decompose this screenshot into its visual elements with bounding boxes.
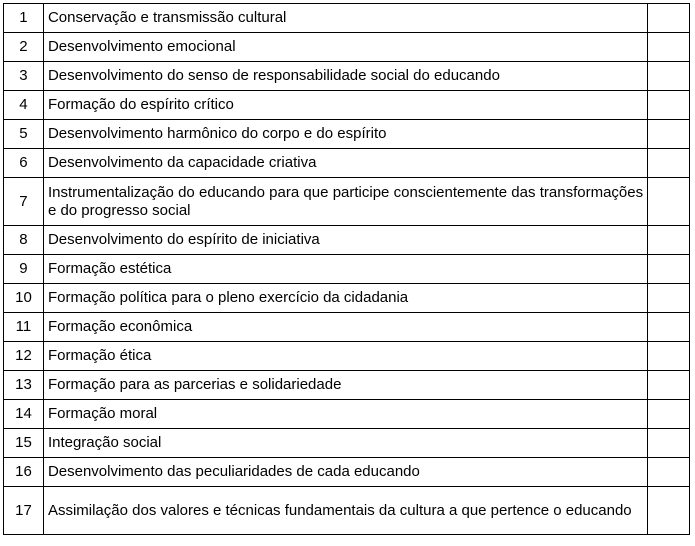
row-text: Desenvolvimento do senso de responsabilidade social do educando xyxy=(43,62,647,91)
row-text: Desenvolvimento harmônico do corpo e do espírito xyxy=(43,120,647,149)
row-number: 10 xyxy=(4,284,44,313)
table-row xyxy=(4,91,690,120)
row-text: Desenvolvimento da capacidade criativa xyxy=(43,149,647,178)
table-row xyxy=(4,62,690,91)
table-body xyxy=(4,4,690,535)
answer-cell[interactable] xyxy=(648,149,690,178)
table-row xyxy=(4,284,690,313)
row-text: Formação moral xyxy=(43,400,647,429)
answer-cell[interactable] xyxy=(648,62,690,91)
answer-cell[interactable] xyxy=(648,91,690,120)
answer-cell[interactable] xyxy=(648,429,690,458)
answer-cell[interactable] xyxy=(648,313,690,342)
table-row xyxy=(4,178,690,226)
row-text: Desenvolvimento emocional xyxy=(43,33,647,62)
row-text: Integração social xyxy=(43,429,647,458)
row-number: 17 xyxy=(4,487,44,535)
row-number: 9 xyxy=(4,255,44,284)
answer-cell[interactable] xyxy=(648,255,690,284)
row-number: 16 xyxy=(4,458,44,487)
answer-cell[interactable] xyxy=(648,487,690,535)
row-text: Desenvolvimento do espírito de iniciativa xyxy=(43,226,647,255)
objectives-table xyxy=(3,3,690,535)
row-text: Conservação e transmissão cultural xyxy=(43,4,647,33)
row-number: 2 xyxy=(4,33,44,62)
table-row xyxy=(4,342,690,371)
table-row xyxy=(4,313,690,342)
row-number: 12 xyxy=(4,342,44,371)
answer-cell[interactable] xyxy=(648,458,690,487)
row-number: 13 xyxy=(4,371,44,400)
answer-cell[interactable] xyxy=(648,33,690,62)
table-row xyxy=(4,226,690,255)
row-number: 3 xyxy=(4,62,44,91)
answer-cell[interactable] xyxy=(648,284,690,313)
row-text: Formação econômica xyxy=(43,313,647,342)
answer-cell[interactable] xyxy=(648,178,690,226)
row-text: Assimilação dos valores e técnicas fundamentais da cultura a que pertence o educando xyxy=(43,487,647,535)
row-number: 5 xyxy=(4,120,44,149)
answer-cell[interactable] xyxy=(648,4,690,33)
table-row xyxy=(4,33,690,62)
table-row xyxy=(4,429,690,458)
row-number: 11 xyxy=(4,313,44,342)
answer-cell[interactable] xyxy=(648,120,690,149)
table-row xyxy=(4,4,690,33)
row-text: Formação para as parcerias e solidariedade xyxy=(43,371,647,400)
table-row xyxy=(4,371,690,400)
table-row xyxy=(4,400,690,429)
row-number: 4 xyxy=(4,91,44,120)
row-number: 7 xyxy=(4,178,44,226)
row-text: Formação ética xyxy=(43,342,647,371)
row-number: 8 xyxy=(4,226,44,255)
row-text: Formação estética xyxy=(43,255,647,284)
row-text: Formação do espírito crítico xyxy=(43,91,647,120)
row-text: Formação política para o pleno exercício da cidadania xyxy=(43,284,647,313)
answer-cell[interactable] xyxy=(648,342,690,371)
row-number: 15 xyxy=(4,429,44,458)
table-row xyxy=(4,120,690,149)
table-row xyxy=(4,255,690,284)
answer-cell[interactable] xyxy=(648,400,690,429)
answer-cell[interactable] xyxy=(648,226,690,255)
table-row xyxy=(4,487,690,535)
row-number: 1 xyxy=(4,4,44,33)
row-text: Desenvolvimento das peculiaridades de cada educando xyxy=(43,458,647,487)
row-number: 6 xyxy=(4,149,44,178)
row-number: 14 xyxy=(4,400,44,429)
table-row xyxy=(4,149,690,178)
table-row xyxy=(4,458,690,487)
answer-cell[interactable] xyxy=(648,371,690,400)
row-text: Instrumentalização do educando para que participe conscientemente das transformações e do progresso social xyxy=(43,178,647,226)
